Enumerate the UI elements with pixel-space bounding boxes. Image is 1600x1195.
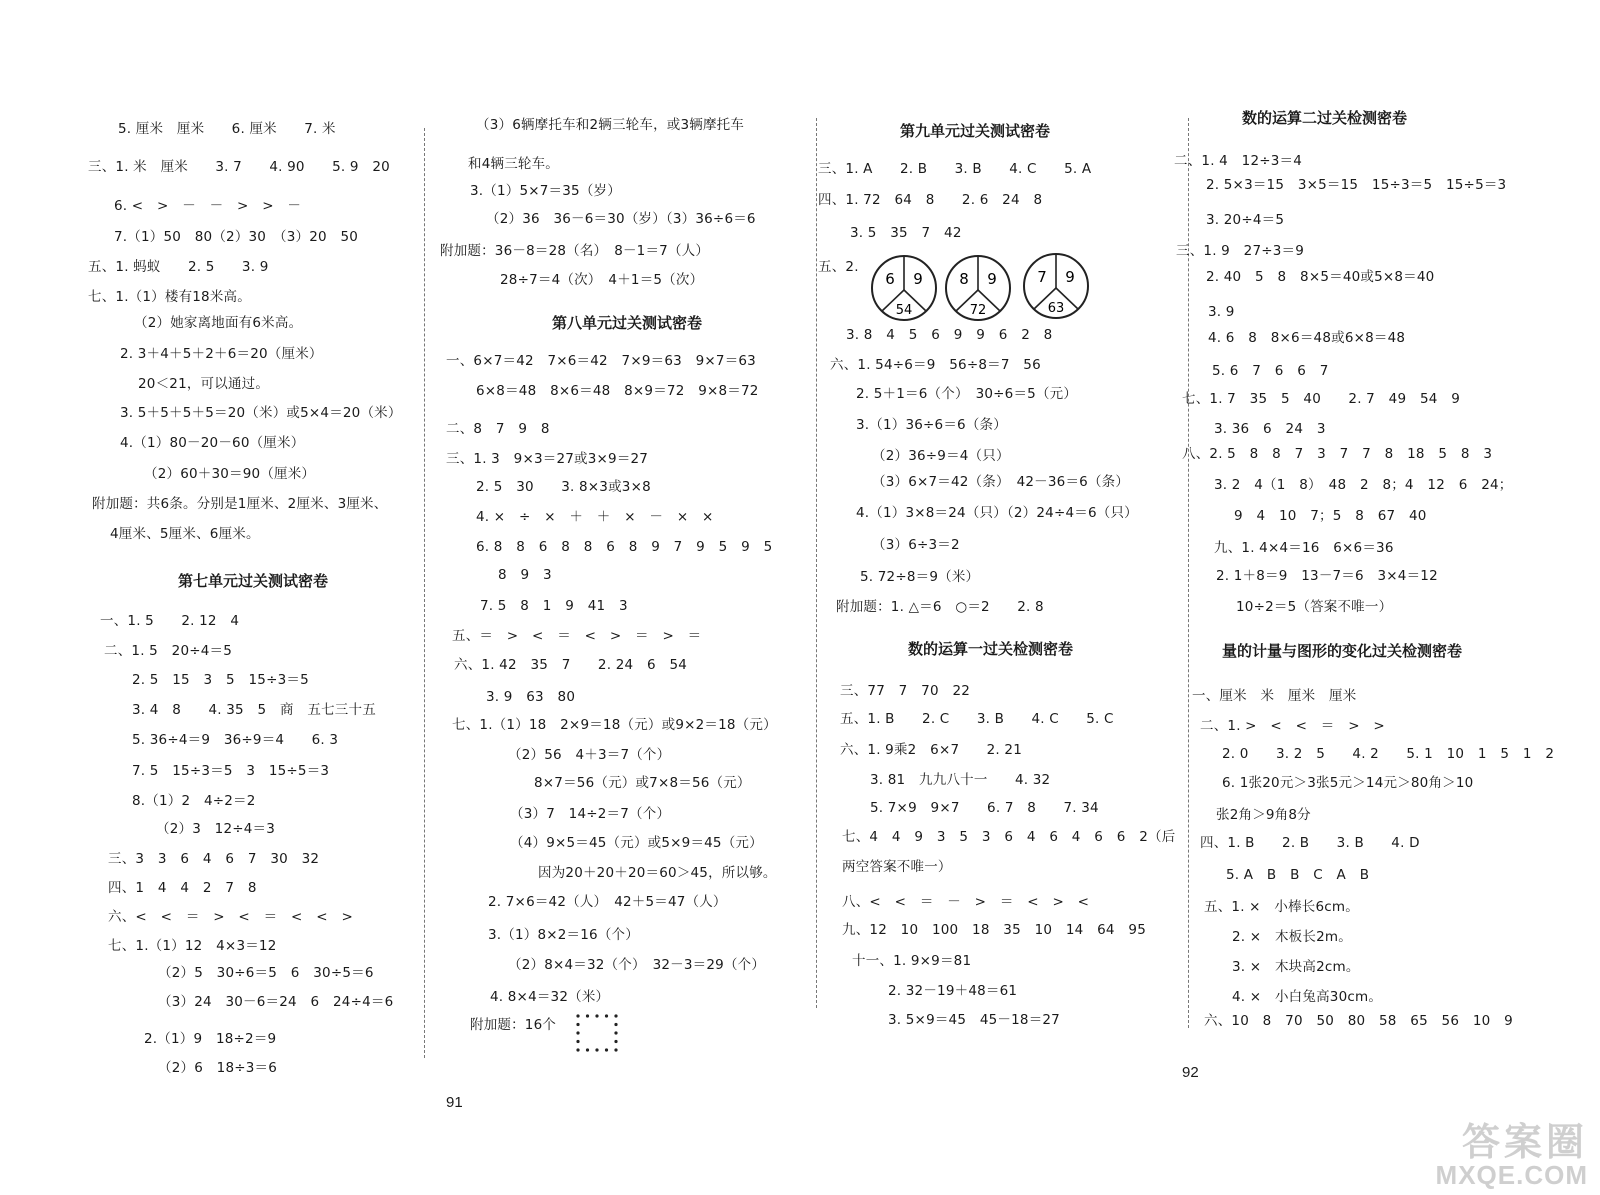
answer-line: 三、1. A 2. B 3. B 4. C 5. A bbox=[818, 161, 1092, 177]
answer-line: 4. 8×4＝32（米） bbox=[490, 989, 610, 1005]
circle-number-left: 8 bbox=[959, 270, 969, 288]
answer-line: 4.（1）3×8＝24（只）（2）24÷4＝6（只） bbox=[856, 505, 1138, 521]
answer-line: 5. A B B C A B bbox=[1226, 867, 1370, 883]
answer-line: 六、10 8 70 50 80 58 65 56 10 9 bbox=[1204, 1013, 1513, 1029]
section-title: 数的运算一过关检测密卷 bbox=[908, 640, 1074, 658]
answer-line: （3）24 30－6＝24 6 24÷4＝6 bbox=[158, 994, 394, 1010]
answer-line: 三、1. 米 厘米 3. 7 4. 90 5. 9 20 bbox=[88, 159, 390, 175]
answer-line: 九、12 10 100 18 35 10 14 64 95 bbox=[842, 922, 1146, 938]
grid-dot bbox=[614, 1040, 617, 1043]
answer-line: 4厘米、5厘米、6厘米。 bbox=[110, 526, 260, 542]
answer-line: 3. 9 63 80 bbox=[486, 689, 576, 705]
section-title: 数的运算二过关检测密卷 bbox=[1242, 109, 1408, 127]
answer-line: 四、1. 72 64 8 2. 6 24 8 bbox=[818, 192, 1043, 208]
answer-line: 6. 8 8 6 8 8 6 8 9 7 9 5 9 5 bbox=[476, 539, 773, 555]
answer-line: 九、1. 4×4＝16 6×6＝36 bbox=[1214, 540, 1394, 556]
answer-line: 二、1. 4 12÷3＝4 bbox=[1174, 153, 1303, 169]
circle-number-right: 9 bbox=[913, 270, 923, 288]
answer-line: 2. 40 5 8 8×5＝40或5×8＝40 bbox=[1206, 269, 1435, 285]
answer-line: 3.（1）36÷6＝6（条） bbox=[856, 417, 1007, 433]
answer-line: 3. 8 4 5 6 9 9 6 2 8 bbox=[846, 327, 1053, 343]
grid-dot bbox=[576, 1048, 579, 1051]
answer-line: 3. 5＋5＋5＋5＝20（米）或5×4＝20（米） bbox=[120, 405, 402, 421]
answer-line: 2. 3＋4＋5＋2＋6＝20（厘米） bbox=[120, 346, 323, 362]
grid-dot bbox=[576, 1023, 579, 1026]
answer-line: 5. 厘米 厘米 6. 厘米 7. 米 bbox=[118, 121, 336, 137]
answer-line: 五、＝ > < ＝ < > ＝ > ＝ bbox=[452, 628, 702, 644]
answer-line: 2. × 木板长2m。 bbox=[1232, 929, 1352, 945]
answer-line: 28÷7＝4（次） 4＋1＝5（次） bbox=[500, 272, 704, 288]
answer-line: 八、< < ＝ － > ＝ < > < bbox=[842, 894, 1090, 910]
answer-line: 8×7＝56（元）或7×8＝56（元） bbox=[534, 775, 751, 791]
answer-line: 六、1. 9乘2 6×7 2. 21 bbox=[840, 742, 1022, 758]
circle-number-right: 9 bbox=[1065, 268, 1075, 286]
grid-dot bbox=[576, 1014, 579, 1017]
answer-line: 五、1. 蚂蚁 2. 5 3. 9 bbox=[88, 259, 269, 275]
answer-line: 附加题：36－8＝28（名） 8－1＝7（人） bbox=[440, 243, 710, 259]
answer-line: 7. 5 8 1 9 41 3 bbox=[480, 598, 628, 614]
answer-line: 附加题：共6条。分别是1厘米、2厘米、3厘米、 bbox=[92, 496, 388, 512]
answer-line: 八、2. 5 8 8 7 3 7 7 8 18 5 8 3 bbox=[1182, 446, 1493, 462]
answer-line: 张2角＞9角8分 bbox=[1216, 807, 1311, 823]
answer-line: 3. 20÷4＝5 bbox=[1206, 212, 1285, 228]
answer-line: （3）7 14÷2＝7（个） bbox=[510, 806, 671, 822]
circle-number-right: 9 bbox=[987, 270, 997, 288]
grid-dot bbox=[614, 1023, 617, 1026]
answer-line: 2. 5 15 3 5 15÷3＝5 bbox=[132, 672, 309, 688]
column-divider bbox=[424, 128, 425, 1058]
answer-line: 五、1. × 小棒长6cm。 bbox=[1204, 899, 1359, 915]
answer-line: 8 9 3 bbox=[498, 567, 552, 583]
answer-line: 20＜21，可以通过。 bbox=[138, 376, 270, 392]
answer-line: 七、1.（1）楼有18米高。 bbox=[88, 289, 251, 305]
answer-line: （2）她家离地面有6米高。 bbox=[134, 315, 303, 331]
answer-line: 4. 6 8 8×6＝48或6×8＝48 bbox=[1208, 330, 1406, 346]
answer-line: 三、3 3 6 4 6 7 30 32 bbox=[108, 851, 320, 867]
answer-line: 3. 5×9＝45 45－18＝27 bbox=[888, 1012, 1060, 1028]
answer-line: 三、1. 9 27÷3＝9 bbox=[1176, 243, 1305, 259]
number-circle-1 bbox=[868, 252, 940, 324]
answer-line: 5. 7×9 9×7 6. 7 8 7. 34 bbox=[870, 800, 1099, 816]
answer-line: 一、1. 5 2. 12 4 bbox=[100, 613, 240, 629]
answer-line: 附加题：1. △＝6 ○＝2 2. 8 bbox=[836, 599, 1044, 615]
circle-number-bottom: 54 bbox=[895, 303, 913, 318]
section-title: 第八单元过关测试密卷 bbox=[552, 314, 703, 332]
answer-line: 5. 6 7 6 6 7 bbox=[1212, 363, 1329, 379]
answer-line: 一、厘米 米 厘米 厘米 bbox=[1192, 688, 1357, 704]
answer-line: （2）36÷9＝4（只） bbox=[872, 448, 1010, 464]
circle-number-bottom: 63 bbox=[1047, 301, 1065, 316]
answer-line: 六、1. 42 35 7 2. 24 6 54 bbox=[454, 657, 688, 673]
grid-dot bbox=[605, 1014, 608, 1017]
answer-line: 二、8 7 9 8 bbox=[446, 421, 550, 437]
answer-line: 四、1. B 2. B 3. B 4. D bbox=[1200, 835, 1420, 851]
answer-line: 2. 1＋8＝9 13－7＝6 3×4＝12 bbox=[1216, 568, 1438, 584]
answer-line: 2. 5＋1＝6（个） 30÷6＝5（元） bbox=[856, 386, 1078, 402]
section-title: 第七单元过关测试密卷 bbox=[178, 572, 329, 590]
answer-line: 四、1 4 4 2 7 8 bbox=[108, 880, 257, 896]
answer-line: 两空答案不唯一） bbox=[842, 859, 952, 875]
answer-line: 七、1.（1）18 2×9＝18（元）或9×2＝18（元） bbox=[452, 717, 777, 733]
answer-line: 5. 72÷8＝9（米） bbox=[860, 569, 980, 585]
answer-line: 2. 7×6＝42（人） 42＋5＝47（人） bbox=[488, 894, 727, 910]
answer-line: （2）56 4＋3＝7（个） bbox=[508, 747, 671, 763]
answer-line: 七、4 4 9 3 5 3 6 4 6 4 6 6 2（后 bbox=[842, 829, 1176, 845]
answer-line: 二、1. > < < ＝ > > bbox=[1200, 718, 1385, 734]
page-number-left: 91 bbox=[446, 1094, 463, 1111]
answer-line: 4. × ÷ × ＋ ＋ × － × × bbox=[476, 509, 714, 525]
answer-line: （4）9×5＝45（元）或5×9＝45（元） bbox=[510, 835, 763, 851]
grid-dot bbox=[576, 1031, 579, 1034]
answer-line: 2. 0 3. 2 5 4. 2 5. 1 10 1 5 1 2 bbox=[1222, 746, 1555, 762]
answer-line: 3. 36 6 24 3 bbox=[1214, 421, 1326, 437]
watermark-text-top: 答案圈 bbox=[1461, 1120, 1588, 1164]
answer-line: 8.（1）2 4÷2＝2 bbox=[132, 793, 256, 809]
answer-line: 3. 9 bbox=[1208, 304, 1235, 320]
answer-line: 六、< < ＝ > < ＝ < < > bbox=[108, 909, 353, 925]
answer-line: 三、77 7 70 22 bbox=[840, 683, 971, 699]
grid-dot bbox=[595, 1014, 598, 1017]
answer-line: 3. × 木块高2cm。 bbox=[1232, 959, 1360, 975]
answer-line: 7.（1）50 80（2）30 （3）20 50 bbox=[114, 229, 359, 245]
number-circle-3 bbox=[1020, 250, 1092, 322]
grid-dot bbox=[614, 1014, 617, 1017]
answer-line: 一、6×7＝42 7×6＝42 7×9＝63 9×7＝63 bbox=[446, 353, 756, 369]
section-title: 第九单元过关测试密卷 bbox=[900, 122, 1051, 140]
answer-line: 五、1. B 2. C 3. B 4. C 5. C bbox=[840, 711, 1114, 727]
answer-line: 附加题：16个 bbox=[470, 1017, 557, 1033]
answer-line: 3. 81 九九八十一 4. 32 bbox=[870, 772, 1051, 788]
answer-line: 十一、1. 9×9＝81 bbox=[852, 953, 972, 969]
answer-line: 4. × 小白兔高30cm。 bbox=[1232, 989, 1383, 1005]
answer-line: （3）6×7＝42（条） 42－36＝6（条） bbox=[872, 474, 1130, 490]
answer-line: 10÷2＝5（答案不唯一） bbox=[1236, 599, 1393, 615]
watermark-text-bottom: MXQE.COM bbox=[1435, 1160, 1588, 1190]
answer-line: 3.（1）5×7＝35（岁） bbox=[470, 183, 621, 199]
answer-line: 3.（1）8×2＝16（个） bbox=[488, 927, 639, 943]
answer-line: 5. 36÷4＝9 36÷9＝4 6. 3 bbox=[132, 732, 339, 748]
answer-line: 2. 5×3＝15 3×5＝15 15÷3＝5 15÷5＝3 bbox=[1206, 177, 1507, 193]
page-number-right: 92 bbox=[1182, 1064, 1199, 1081]
grid-dot bbox=[605, 1048, 608, 1051]
grid-dot bbox=[576, 1040, 579, 1043]
answer-line: 2. 5 30 3. 8×3或3×8 bbox=[476, 479, 651, 495]
answer-line: （2）3 12÷4＝3 bbox=[156, 821, 276, 837]
circle-number-left: 6 bbox=[885, 270, 895, 288]
answer-line: 9 4 10 7；5 8 67 40 bbox=[1234, 508, 1427, 524]
answer-line: 3. 4 8 4. 35 5 商 五七三十五 bbox=[132, 702, 376, 718]
answer-line: 4.（1）80－20－60（厘米） bbox=[120, 435, 305, 451]
answer-line: 和4辆三轮车。 bbox=[468, 156, 559, 172]
answer-line: 6×8＝48 8×6＝48 8×9＝72 9×8＝72 bbox=[476, 383, 759, 399]
grid-dot bbox=[614, 1048, 617, 1051]
grid-dot bbox=[614, 1031, 617, 1034]
answer-line: （2）5 30÷6＝5 6 30÷5＝6 bbox=[158, 965, 374, 981]
answer-line: （3）6÷3＝2 bbox=[872, 537, 960, 553]
grid-dot bbox=[595, 1048, 598, 1051]
answer-line: （2）36 36－6＝30（岁）（3）36÷6＝6 bbox=[486, 211, 756, 227]
column-divider bbox=[816, 118, 817, 1008]
watermark-logo bbox=[1394, 1111, 1594, 1191]
answer-line: 五、2. bbox=[818, 259, 859, 275]
grid-dot bbox=[586, 1048, 589, 1051]
answer-line: （2）6 18÷3＝6 bbox=[158, 1060, 278, 1076]
section-title: 量的计量与图形的变化过关检测密卷 bbox=[1222, 642, 1463, 660]
answer-line: 3. 5 35 7 42 bbox=[850, 225, 962, 241]
answer-line: 3. 2 4（1 8） 48 2 8；4 12 6 24； bbox=[1214, 477, 1513, 493]
answer-line: （2）8×4＝32（个） 32－3＝29（个） bbox=[508, 957, 766, 973]
answer-line: 三、1. 3 9×3＝27或3×9＝27 bbox=[446, 451, 649, 467]
answer-line: 6. 1张20元＞3张5元＞14元＞80角＞10 bbox=[1222, 775, 1474, 791]
circle-number-bottom: 72 bbox=[969, 303, 987, 318]
answer-line: 七、1. 7 35 5 40 2. 7 49 54 9 bbox=[1182, 391, 1461, 407]
number-circle-2 bbox=[942, 252, 1014, 324]
answer-line: 2. 32－19＋48＝61 bbox=[888, 983, 1018, 999]
grid-dot bbox=[586, 1014, 589, 1017]
answer-line: （3）6辆摩托车和2辆三轮车，或3辆摩托车 bbox=[476, 117, 745, 133]
answer-line: 2.（1）9 18÷2＝9 bbox=[144, 1031, 277, 1047]
answer-line: 因为20＋20＋20＝60＞45，所以够。 bbox=[538, 865, 777, 881]
answer-line: 七、1.（1）12 4×3＝12 bbox=[108, 938, 277, 954]
dot-grid-figure bbox=[574, 1012, 620, 1054]
answer-line: 7. 5 15÷3＝5 3 15÷5＝3 bbox=[132, 763, 330, 779]
answer-line: 二、1. 5 20÷4＝5 bbox=[104, 643, 233, 659]
answer-line: 六、1. 54÷6＝9 56÷8＝7 56 bbox=[830, 357, 1041, 373]
answer-line: 6. < > － － > > － bbox=[114, 198, 302, 214]
answer-line: （2）60＋30＝90（厘米） bbox=[144, 466, 316, 482]
circle-number-left: 7 bbox=[1037, 268, 1047, 286]
